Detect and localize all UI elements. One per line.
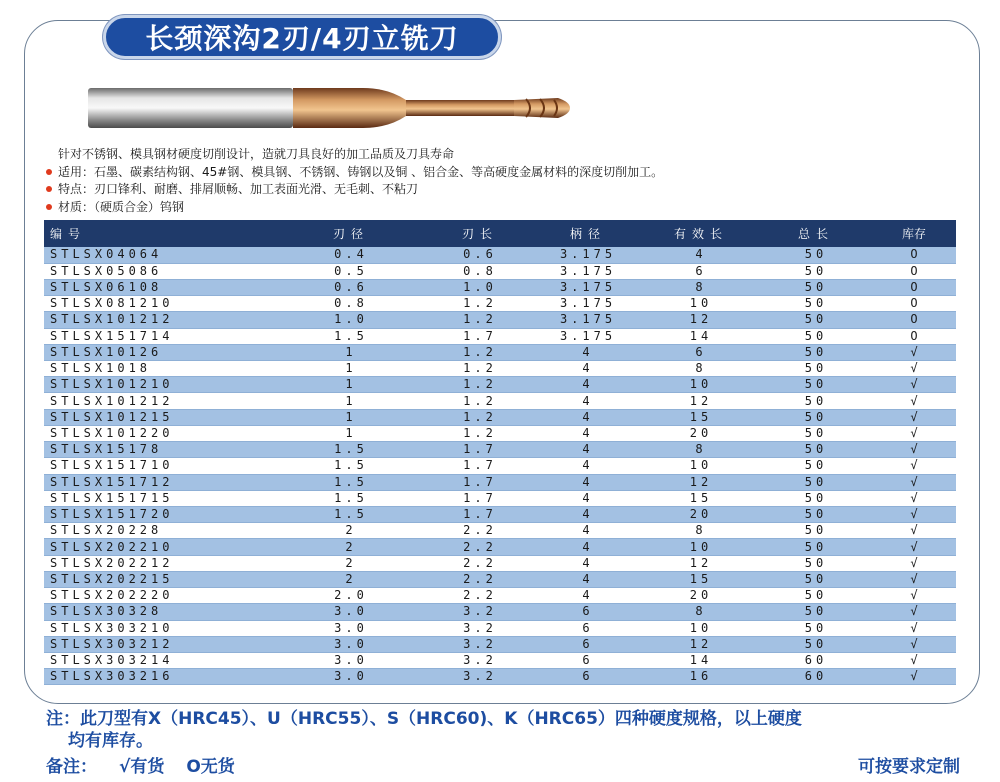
table-row — [44, 474, 956, 490]
cell-blade-diameter: 0.6 — [276, 279, 426, 295]
table-row — [44, 393, 956, 409]
cell-blade-length: 1.7 — [426, 328, 534, 344]
cell-total-length: 60 — [760, 669, 872, 685]
cell-effective-length: 15 — [642, 571, 760, 587]
cell-blade-length: 1.7 — [426, 442, 534, 458]
cell-code: STLSX202210 — [44, 539, 276, 555]
cell-code: STLSX05086 — [44, 263, 276, 279]
cell-effective-length: 6 — [642, 344, 760, 360]
cell-shank-diameter: 4 — [534, 588, 642, 604]
cell-blade-length: 1.2 — [426, 393, 534, 409]
cell-code: STLSX101212 — [44, 312, 276, 328]
cell-stock: √ — [872, 425, 956, 441]
cell-blade-length: 3.2 — [426, 652, 534, 668]
cell-total-length: 50 — [760, 425, 872, 441]
cell-shank-diameter: 6 — [534, 669, 642, 685]
table-row — [44, 539, 956, 555]
cell-blade-diameter: 2 — [276, 571, 426, 587]
cell-effective-length: 15 — [642, 409, 760, 425]
table-row — [44, 588, 956, 604]
cell-blade-length: 1.7 — [426, 490, 534, 506]
table-row — [44, 458, 956, 474]
cell-total-length: 60 — [760, 652, 872, 668]
cell-code: STLSX101215 — [44, 409, 276, 425]
cell-stock: O — [872, 312, 956, 328]
cell-effective-length: 8 — [642, 442, 760, 458]
col-header-effective-length: 有效长 — [642, 220, 760, 247]
cell-effective-length: 10 — [642, 539, 760, 555]
cell-blade-diameter: 1 — [276, 393, 426, 409]
cell-shank-diameter: 4 — [534, 571, 642, 587]
cell-code: STLSX202220 — [44, 588, 276, 604]
cell-code: STLSX303216 — [44, 669, 276, 685]
cell-total-length: 50 — [760, 409, 872, 425]
cell-effective-length: 14 — [642, 652, 760, 668]
cell-total-length: 50 — [760, 361, 872, 377]
cell-shank-diameter: 4 — [534, 458, 642, 474]
table-row — [44, 344, 956, 360]
cell-shank-diameter: 6 — [534, 652, 642, 668]
cell-stock: √ — [872, 588, 956, 604]
cell-blade-diameter: 0.8 — [276, 296, 426, 312]
table-row — [44, 523, 956, 539]
cell-shank-diameter: 4 — [534, 523, 642, 539]
cell-code: STLSX081210 — [44, 296, 276, 312]
cell-effective-length: 10 — [642, 296, 760, 312]
cell-blade-length: 3.2 — [426, 604, 534, 620]
cell-effective-length: 8 — [642, 604, 760, 620]
cell-stock: O — [872, 279, 956, 295]
cell-total-length: 50 — [760, 571, 872, 587]
cell-total-length: 50 — [760, 620, 872, 636]
cell-blade-length: 1.7 — [426, 474, 534, 490]
cell-code: STLSX04064 — [44, 247, 276, 263]
cell-blade-length: 3.2 — [426, 669, 534, 685]
custom-order-note: 可按要求定制 — [858, 757, 960, 777]
cell-shank-diameter: 4 — [534, 393, 642, 409]
cell-stock: √ — [872, 620, 956, 636]
description-line — [46, 199, 663, 217]
table-row — [44, 507, 956, 523]
cell-blade-diameter: 3.0 — [276, 620, 426, 636]
cell-blade-diameter: 1.5 — [276, 474, 426, 490]
cell-blade-diameter: 1.5 — [276, 442, 426, 458]
cell-total-length: 50 — [760, 588, 872, 604]
cell-stock: √ — [872, 523, 956, 539]
cell-code: STLSX151710 — [44, 458, 276, 474]
cell-stock: √ — [872, 636, 956, 652]
cell-total-length: 50 — [760, 507, 872, 523]
cell-shank-diameter: 4 — [534, 555, 642, 571]
cell-blade-length: 1.2 — [426, 296, 534, 312]
cell-shank-diameter: 4 — [534, 490, 642, 506]
product-description — [46, 146, 663, 216]
cell-blade-length: 2.2 — [426, 523, 534, 539]
cell-shank-diameter: 4 — [534, 409, 642, 425]
cell-effective-length: 8 — [642, 523, 760, 539]
cell-shank-diameter: 3.175 — [534, 263, 642, 279]
cell-shank-diameter: 3.175 — [534, 279, 642, 295]
cell-blade-length: 0.6 — [426, 247, 534, 263]
page-title: 长颈深沟2刃/4刃立铣刀 — [145, 22, 459, 55]
cell-total-length: 50 — [760, 393, 872, 409]
cell-total-length: 50 — [760, 279, 872, 295]
cell-blade-length: 2.2 — [426, 588, 534, 604]
cell-blade-length: 1.2 — [426, 312, 534, 328]
cell-shank-diameter: 6 — [534, 636, 642, 652]
cell-total-length: 50 — [760, 555, 872, 571]
cell-effective-length: 20 — [642, 588, 760, 604]
cell-shank-diameter: 3.175 — [534, 328, 642, 344]
legend-in-stock: √有货 — [119, 757, 165, 777]
hardness-note — [46, 708, 966, 752]
cell-blade-length: 1.2 — [426, 344, 534, 360]
table-row — [44, 652, 956, 668]
cell-blade-diameter: 1 — [276, 344, 426, 360]
cell-effective-length: 15 — [642, 490, 760, 506]
cell-code: STLSX06108 — [44, 279, 276, 295]
cell-total-length: 50 — [760, 474, 872, 490]
bullet-dot-icon — [46, 204, 52, 210]
cell-stock: √ — [872, 344, 956, 360]
cell-blade-length: 1.0 — [426, 279, 534, 295]
cell-shank-diameter: 3.175 — [534, 296, 642, 312]
col-header-stock: 库存 — [872, 220, 956, 247]
cell-blade-length: 2.2 — [426, 571, 534, 587]
cell-effective-length: 6 — [642, 263, 760, 279]
bullet-dot-icon — [46, 186, 52, 192]
cell-stock: √ — [872, 507, 956, 523]
cell-effective-length: 12 — [642, 474, 760, 490]
description-text: 针对不锈钢、模具钢材硬度切削设计，造就刀具良好的加工品质及刀具寿命 — [58, 147, 455, 161]
cell-shank-diameter: 4 — [534, 361, 642, 377]
title-banner — [103, 15, 501, 59]
col-header-blade-length: 刃长 — [426, 220, 534, 247]
cell-total-length: 50 — [760, 377, 872, 393]
cell-blade-diameter: 3.0 — [276, 669, 426, 685]
table-header-row — [44, 220, 956, 247]
cell-code: STLSX15178 — [44, 442, 276, 458]
cell-code: STLSX303210 — [44, 620, 276, 636]
cell-blade-diameter: 2.0 — [276, 588, 426, 604]
cell-stock: O — [872, 263, 956, 279]
table-row — [44, 279, 956, 295]
cell-shank-diameter: 4 — [534, 377, 642, 393]
cell-shank-diameter: 3.175 — [534, 247, 642, 263]
cell-shank-diameter: 4 — [534, 425, 642, 441]
table-row — [44, 571, 956, 587]
stock-legend — [46, 752, 235, 777]
cell-effective-length: 20 — [642, 507, 760, 523]
cell-blade-diameter: 1.5 — [276, 458, 426, 474]
cell-total-length: 50 — [760, 328, 872, 344]
note-line-1: 注：此刀型有X（HRC45）、U（HRC55）、S（HRC60)、K（HRC65）四种硬度规格，以上硬度 — [46, 709, 802, 729]
cell-blade-diameter: 1.5 — [276, 328, 426, 344]
table-row — [44, 296, 956, 312]
cell-stock: √ — [872, 361, 956, 377]
cell-code: STLSX202212 — [44, 555, 276, 571]
cell-stock: √ — [872, 652, 956, 668]
cell-blade-diameter: 1 — [276, 409, 426, 425]
note-line-2: 均有库存。 — [68, 731, 153, 751]
cell-stock: O — [872, 328, 956, 344]
cell-total-length: 50 — [760, 263, 872, 279]
cell-total-length: 50 — [760, 344, 872, 360]
cell-blade-diameter: 3.0 — [276, 636, 426, 652]
cell-blade-diameter: 0.4 — [276, 247, 426, 263]
cell-stock: √ — [872, 458, 956, 474]
cell-effective-length: 12 — [642, 393, 760, 409]
cell-blade-diameter: 2 — [276, 555, 426, 571]
cell-effective-length: 10 — [642, 377, 760, 393]
cell-blade-diameter: 0.5 — [276, 263, 426, 279]
cell-effective-length: 8 — [642, 361, 760, 377]
cell-shank-diameter: 4 — [534, 442, 642, 458]
cell-blade-diameter: 1 — [276, 377, 426, 393]
cell-blade-length: 1.7 — [426, 507, 534, 523]
cell-blade-diameter: 1.5 — [276, 490, 426, 506]
cell-blade-diameter: 1.0 — [276, 312, 426, 328]
table-row — [44, 555, 956, 571]
cell-total-length: 50 — [760, 636, 872, 652]
cell-stock: √ — [872, 555, 956, 571]
cell-blade-diameter: 1 — [276, 361, 426, 377]
cell-code: STLSX10126 — [44, 344, 276, 360]
cell-code: STLSX303212 — [44, 636, 276, 652]
cell-shank-diameter: 4 — [534, 507, 642, 523]
cell-effective-length: 20 — [642, 425, 760, 441]
cell-effective-length: 10 — [642, 458, 760, 474]
cell-shank-diameter: 4 — [534, 474, 642, 490]
cell-stock: O — [872, 296, 956, 312]
cell-code: STLSX1018 — [44, 361, 276, 377]
cell-blade-length: 1.2 — [426, 361, 534, 377]
cell-code: STLSX101210 — [44, 377, 276, 393]
bullet-dot-icon — [46, 169, 52, 175]
cell-total-length: 50 — [760, 442, 872, 458]
cell-code: STLSX151712 — [44, 474, 276, 490]
cell-code: STLSX101212 — [44, 393, 276, 409]
cell-blade-diameter: 3.0 — [276, 604, 426, 620]
cell-effective-length: 10 — [642, 620, 760, 636]
cell-stock: O — [872, 247, 956, 263]
description-line — [46, 146, 663, 164]
cell-total-length: 50 — [760, 539, 872, 555]
table-row — [44, 312, 956, 328]
cell-shank-diameter: 6 — [534, 604, 642, 620]
cell-stock: √ — [872, 377, 956, 393]
cell-blade-length: 3.2 — [426, 636, 534, 652]
cell-stock: √ — [872, 442, 956, 458]
cell-total-length: 50 — [760, 312, 872, 328]
table-row — [44, 377, 956, 393]
cell-effective-length: 14 — [642, 328, 760, 344]
end-mill-image — [88, 78, 578, 138]
table-row — [44, 604, 956, 620]
legend-no-stock: O无货 — [186, 757, 235, 777]
cell-shank-diameter: 6 — [534, 620, 642, 636]
cell-total-length: 50 — [760, 247, 872, 263]
cell-stock: √ — [872, 571, 956, 587]
cell-blade-length: 1.2 — [426, 409, 534, 425]
table-row — [44, 620, 956, 636]
table-row — [44, 669, 956, 685]
cell-stock: √ — [872, 409, 956, 425]
cell-code: STLSX151720 — [44, 507, 276, 523]
table-row — [44, 636, 956, 652]
cell-blade-length: 2.2 — [426, 539, 534, 555]
cell-blade-length: 1.2 — [426, 377, 534, 393]
cell-stock: √ — [872, 669, 956, 685]
remark-label: 备注： — [46, 757, 97, 777]
cell-code: STLSX151714 — [44, 328, 276, 344]
cell-blade-length: 1.2 — [426, 425, 534, 441]
table-row — [44, 490, 956, 506]
table-row — [44, 409, 956, 425]
cell-shank-diameter: 3.175 — [534, 312, 642, 328]
col-header-shank-diameter: 柄径 — [534, 220, 642, 247]
cell-code: STLSX303214 — [44, 652, 276, 668]
description-text: 适用：石墨、碳素结构钢、45#钢、模具钢、不锈钢、铸钢以及铜 、铝合金、等高硬度金属材料的深度切削加工。 — [58, 164, 664, 179]
table-row — [44, 263, 956, 279]
cell-code: STLSX30328 — [44, 604, 276, 620]
table-row — [44, 425, 956, 441]
cell-total-length: 50 — [760, 523, 872, 539]
cell-shank-diameter: 4 — [534, 344, 642, 360]
cell-stock: √ — [872, 474, 956, 490]
description-text: 材质：（硬质合金）钨钢 — [58, 199, 185, 214]
cell-code: STLSX151715 — [44, 490, 276, 506]
table-row — [44, 442, 956, 458]
description-line — [46, 181, 663, 199]
cell-effective-length: 12 — [642, 312, 760, 328]
col-header-code: 编号 — [44, 220, 276, 247]
cell-stock: √ — [872, 604, 956, 620]
cell-total-length: 50 — [760, 490, 872, 506]
cell-total-length: 50 — [760, 604, 872, 620]
cell-total-length: 50 — [760, 458, 872, 474]
cell-effective-length: 12 — [642, 636, 760, 652]
cell-total-length: 50 — [760, 296, 872, 312]
cell-effective-length: 12 — [642, 555, 760, 571]
cell-blade-diameter: 3.0 — [276, 652, 426, 668]
col-header-blade-diameter: 刃径 — [276, 220, 426, 247]
cell-effective-length: 16 — [642, 669, 760, 685]
cell-blade-length: 0.8 — [426, 263, 534, 279]
table-row — [44, 328, 956, 344]
table-row — [44, 361, 956, 377]
description-line — [46, 164, 663, 182]
spec-table — [44, 220, 956, 685]
cell-code: STLSX202215 — [44, 571, 276, 587]
cell-code: STLSX101220 — [44, 425, 276, 441]
cell-stock: √ — [872, 490, 956, 506]
col-header-total-length: 总长 — [760, 220, 872, 247]
cell-effective-length: 4 — [642, 247, 760, 263]
cell-blade-length: 3.2 — [426, 620, 534, 636]
cell-blade-diameter: 1.5 — [276, 507, 426, 523]
cell-blade-diameter: 2 — [276, 523, 426, 539]
cell-blade-length: 2.2 — [426, 555, 534, 571]
cell-stock: √ — [872, 393, 956, 409]
description-text: 特点：刃口锋利、耐磨、排屑顺畅、加工表面光滑、无毛刺、不粘刀 — [58, 182, 419, 196]
cell-shank-diameter: 4 — [534, 539, 642, 555]
cell-stock: √ — [872, 539, 956, 555]
cell-blade-diameter: 1 — [276, 425, 426, 441]
cell-code: STLSX20228 — [44, 523, 276, 539]
cell-blade-diameter: 2 — [276, 539, 426, 555]
cell-blade-length: 1.7 — [426, 458, 534, 474]
table-row — [44, 247, 956, 263]
cell-effective-length: 8 — [642, 279, 760, 295]
